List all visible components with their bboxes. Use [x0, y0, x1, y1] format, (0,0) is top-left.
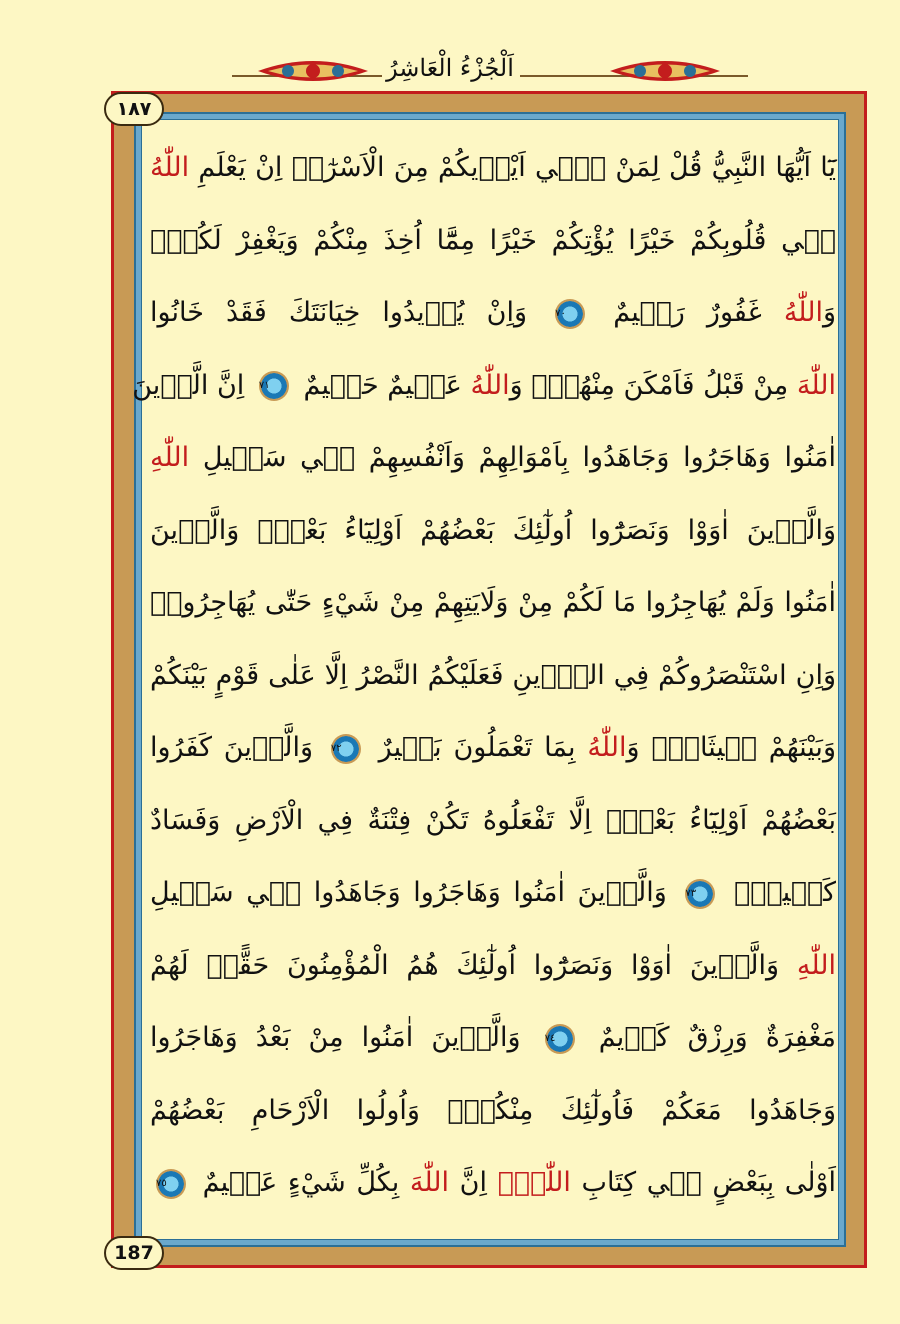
verse-line: [150, 1081, 836, 1153]
divine-name: اللّٰهُ: [150, 152, 190, 183]
verse-text: وَ: [822, 297, 837, 328]
verse-line: [132, 356, 836, 428]
verse-line: [150, 646, 836, 718]
divine-name: اللّٰهِ: [150, 442, 190, 473]
verse-text: بَعْضُهُمْ اَوْلِيَٓاءُ بَعْضٍۜ اِلَّا تَفْعَلُوهُ تَكُنْ فِتْنَةٌ فِي الْاَرْضِ وَفَسَادٌ: [150, 804, 837, 836]
verse-line: [150, 1153, 836, 1225]
verse-line: [150, 791, 836, 863]
verse-line: [150, 283, 836, 355]
verse-line: [150, 936, 836, 1008]
divine-name: اللّٰهُ: [470, 369, 510, 401]
verse-line: [150, 1008, 836, 1080]
divine-name: اللّٰهُ: [587, 732, 627, 763]
verse-text: بِكُلِّ شَيْءٍ عَلٖيمٌ: [192, 1167, 410, 1198]
ayah-number-marker: ٧٣: [685, 879, 715, 909]
verse-text: وَالَّذٖينَ كَفَرُوا: [150, 732, 325, 763]
ornament-right-icon: [610, 56, 720, 86]
verse-text: عَلٖيمٌ حَكٖيمٌ: [294, 369, 471, 401]
verse-text: وَالَّذٖينَ اٰوَوْا وَنَصَرُٓوا اُولٰٓئِكَ بَعْضُهُمْ اَوْلِيَٓاءُ بَعْضٍۜ وَالَّذٖينَ: [150, 514, 836, 546]
divine-name: اللّٰهِ: [796, 949, 836, 981]
verse-line: [150, 863, 836, 935]
verse-text: اٰمَنُوا وَهَاجَرُوا وَجَاهَدُوا بِاَمْوَالِهِمْ وَاَنْفُسِهِمْ فٖي سَبٖيلِ: [189, 442, 836, 473]
verse-text: اَوْلٰى بِبَعْضٍ فٖي كِتَابِ: [570, 1167, 836, 1198]
verse-line: [150, 573, 836, 645]
verse-text: وَجَاهَدُوا مَعَكُمْ فَاُولٰٓئِكَ مِنْكُمْۜ وَاُولُوا الْاَرْحَامِ بَعْضُهُمْ: [150, 1094, 836, 1126]
verse-text: ۜ اِنَّ: [449, 1167, 498, 1198]
ayah-number-marker: ٧١: [259, 371, 289, 401]
verse-text: وَاِنْ يُرٖيدُوا خِيَانَتَكَ فَقَدْ خَانُوا: [150, 297, 550, 328]
verse-text: وَالَّذٖينَ اٰوَوْا وَنَصَرُٓوا اُولٰٓئِكَ هُمُ الْمُؤْمِنُونَ حَقًّاۜ لَهُمْ: [150, 949, 797, 981]
verse-text: وَالَّذٖينَ اٰمَنُوا وَهَاجَرُوا وَجَاهَدُوا فٖي سَبٖيلِ: [150, 877, 680, 908]
ornament-left-icon: [258, 56, 368, 86]
divine-name: اللّٰهُ: [783, 297, 823, 328]
verse-text: يَٓا اَيُّهَا النَّبِيُّ قُلْ لِمَنْ فٖٓي اَيْدٖيكُمْ مِنَ الْاَسْرٰٓىۙ اِنْ يَعْلَمِ: [189, 152, 836, 183]
verse-text: غَفُورٌ رَحٖيمٌ: [591, 297, 784, 328]
verse-text: بِمَا تَعْمَلُونَ بَصٖيرٌ: [366, 732, 588, 763]
verse-text: كَبٖيرٌۜ: [721, 877, 836, 908]
verse-text: اِنَّ الَّذٖينَ: [132, 369, 253, 401]
verse-text: فٖي قُلُوبِكُمْ خَيْرًا يُؤْتِكُمْ خَيْرًا مِمَّٓا اُخِذَ مِنْكُمْ وَيَغْفِرْ لَكُمْۜ: [150, 224, 837, 256]
verse-line: [150, 211, 836, 283]
verse-text: وَاِنِ اسْتَنْصَرُوكُمْ فِي الدّٖينِ فَعَلَيْكُمُ النَّصْرُ اِلَّا عَلٰى قَوْمٍ بَيْنَكُمْ: [150, 659, 836, 691]
verse-line: [150, 428, 836, 500]
page-number-latin: 187: [104, 1236, 164, 1270]
ayah-number-marker: ٧٠: [555, 299, 585, 329]
verse-line: [150, 501, 836, 573]
divine-name: اللّٰهَ: [409, 1167, 450, 1198]
quran-text: [132, 138, 837, 1228]
verse-text: اٰمَنُوا وَلَمْ يُهَاجِرُوا مَا لَكُمْ مِنْ وَلَايَتِهِمْ مِنْ شَيْءٍ حَتّٰى يُهَاجِرُواۚ: [150, 587, 836, 618]
verse-text: مِنْ قَبْلُ فَاَمْكَنَ مِنْهُمْۜ وَ: [509, 369, 797, 401]
page-number-arabic: ١٨٧: [104, 92, 164, 126]
ayah-number-marker: ٧٥: [156, 1169, 186, 1199]
ayah-number-marker: ٧٢: [331, 734, 361, 764]
verse-text: مَغْفِرَةٌ وَرِزْقٌ كَرٖيمٌ: [580, 1022, 836, 1053]
divine-name: اللّٰهِ: [497, 1167, 571, 1198]
ayah-number-marker: ٧٤: [545, 1024, 575, 1054]
verse-line: [150, 718, 836, 790]
verse-text: وَبَيْنَهُمْ مٖيثَاقٌۜ وَ: [626, 732, 836, 763]
verse-line: [150, 138, 836, 210]
juz-title: اَلْجُزْءُ الْعَاشِرُ: [386, 54, 514, 82]
divine-name: اللّٰهَ: [796, 369, 836, 401]
verse-text: وَالَّذٖينَ اٰمَنُوا مِنْ بَعْدُ وَهَاجَرُوا: [150, 1022, 539, 1053]
